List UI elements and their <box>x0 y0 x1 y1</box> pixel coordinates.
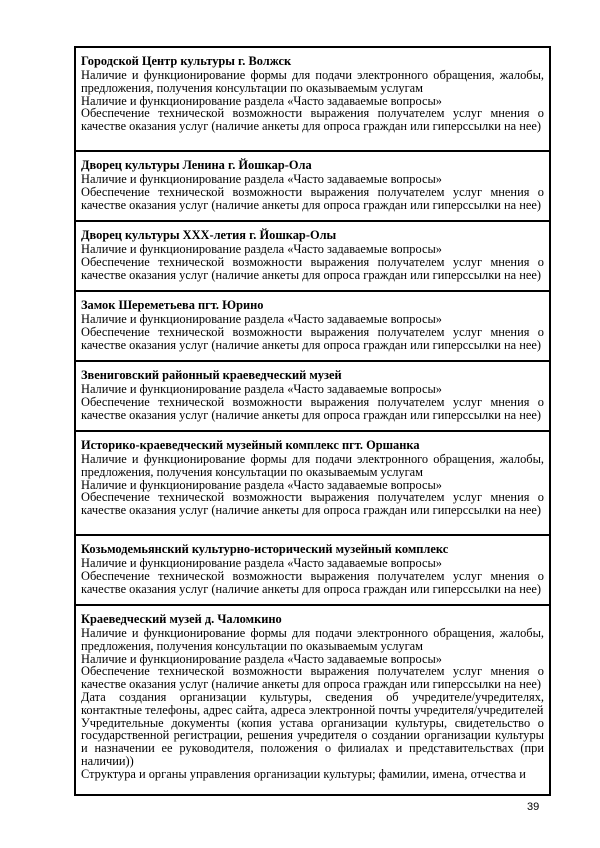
criterion-line: Наличие и функционирование раздела «Часто задаваемые вопросы» <box>81 172 442 186</box>
criterion-line: Учредительные документы (копия устава организации культуры, свидетельство о государственной регистрации, решения учредителя о создании организации культуры и назначении ее руководителя, положения о филиалах и представительствах (при наличии)) <box>81 715 544 768</box>
organizations-table <box>74 46 551 796</box>
criterion-line: Обеспечение технической возможности выражения получателем услуг мнения о качестве оказания услуг (наличие анкеты для опроса граждан или гиперссылки на нее) <box>81 664 544 692</box>
organization-name: Замок Шереметьева пгт. Юрино <box>81 298 264 312</box>
organization-name: Дворец культуры Ленина г. Йошкар-Ола <box>81 158 312 172</box>
criterion-line: Наличие и функционирование раздела «Часто задаваемые вопросы» <box>81 651 442 666</box>
table-row <box>75 151 550 221</box>
criterion-line: Обеспечение технической возможности выражения получателем услуг мнения о качестве оказания услуг (наличие анкеты для опроса граждан или гиперссылки на нее) <box>81 490 544 518</box>
table-row <box>75 221 550 291</box>
criterion-line: Наличие и функционирование раздела «Часто задаваемые вопросы» <box>81 312 442 326</box>
table-cell <box>75 151 550 221</box>
criterion-line: Обеспечение технической возможности выражения получателем услуг мнения о качестве оказания услуг (наличие анкеты для опроса граждан или гиперссылки на нее) <box>81 184 544 212</box>
page-number: 39 <box>527 801 540 813</box>
criterion-line: Наличие и функционирование раздела «Часто задаваемые вопросы» <box>81 477 442 492</box>
criterion-line: Наличие и функционирование раздела «Часто задаваемые вопросы» <box>81 242 442 256</box>
criterion-line: Наличие и функционирование раздела «Часто задаваемые вопросы» <box>81 93 442 108</box>
table-cell <box>75 535 550 605</box>
table-cell <box>75 605 550 795</box>
organization-name: Дворец культуры ХХХ-летия г. Йошкар-Олы <box>81 228 337 242</box>
criterion-line: Обеспечение технической возможности выражения получателем услуг мнения о качестве оказания услуг (наличие анкеты для опроса граждан или гиперссылки на нее) <box>81 568 544 596</box>
table-cell <box>75 361 550 431</box>
criterion-line: Наличие и функционирование раздела «Часто задаваемые вопросы» <box>81 382 442 396</box>
table-cell <box>75 47 550 151</box>
criterion-line: Обеспечение технической возможности выражения получателем услуг мнения о качестве оказания услуг (наличие анкеты для опроса граждан или гиперссылки на нее) <box>81 254 544 282</box>
criterion-line: Наличие и функционирование формы для подачи электронного обращения, жалобы, предложения, получения консультации по оказываемым услугам <box>81 68 544 95</box>
table-row <box>75 431 550 535</box>
criterion-line: Наличие и функционирование раздела «Часто задаваемые вопросы» <box>81 556 442 570</box>
criterion-line: Обеспечение технической возможности выражения получателем услуг мнения о качестве оказания услуг (наличие анкеты для опроса граждан или гиперссылки на нее) <box>81 106 544 134</box>
table-cell <box>75 291 550 361</box>
organization-name: Краеведческий музей д. Чаломкино <box>81 612 282 626</box>
table-cell <box>75 431 550 535</box>
organization-name: Историко-краеведческий музейный комплекс пгт. Оршанка <box>81 438 420 452</box>
criterion-line: Структура и органы управления организации культуры; фамилии, имена, отчества и <box>81 766 526 781</box>
criterion-line: Обеспечение технической возможности выражения получателем услуг мнения о качестве оказания услуг (наличие анкеты для опроса граждан или гиперссылки на нее) <box>81 394 544 422</box>
organization-name: Козьмодемьянский культурно-исторический музейный комплекс <box>81 542 449 556</box>
criterion-line: Наличие и функционирование формы для подачи электронного обращения, жалобы, предложения, получения консультации по оказываемым услугам <box>81 452 544 479</box>
organization-name: Городской Центр культуры г. Волжск <box>81 54 292 68</box>
criterion-line: Дата создания организации культуры, сведения об учредителе/учредителях, контактные телефоны, адрес сайта, адреса электронной почты учредителя/учредителей <box>81 689 544 717</box>
table-cell <box>75 221 550 291</box>
organization-name: Звениговский районный краеведческий музей <box>81 368 342 382</box>
criterion-line: Обеспечение технической возможности выражения получателем услуг мнения о качестве оказания услуг (наличие анкеты для опроса граждан или гиперссылки на нее) <box>81 324 544 352</box>
table-row <box>75 535 550 605</box>
table-row <box>75 291 550 361</box>
table-row <box>75 605 550 795</box>
table-row <box>75 361 550 431</box>
table-row <box>75 47 550 151</box>
criterion-line: Наличие и функционирование формы для подачи электронного обращения, жалобы, предложения, получения консультации по оказываемым услугам <box>81 626 544 653</box>
